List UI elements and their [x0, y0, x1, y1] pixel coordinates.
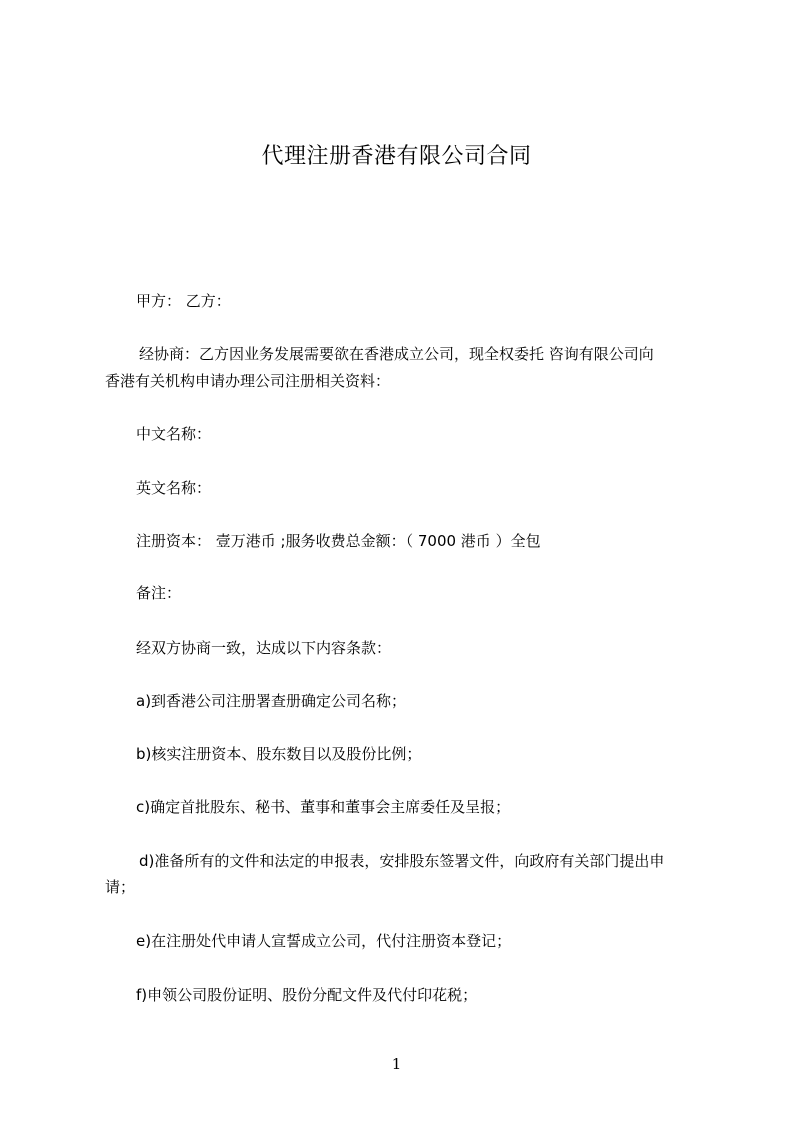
- consultation-paragraph-line1: 经协商：乙方因业务发展需要欲在香港成立公司，现全权委托 咨询有限公司向: [139, 345, 654, 363]
- page-title: 代理注册香港有限公司合同: [261, 144, 532, 169]
- clause-e: e)在注册处代申请人宣誓成立公司，代付注册资本登记；: [136, 932, 512, 950]
- registered-capital-line: 注册资本： 壹万港币 ;服务收费总金额：（ 7000 港币 ）全包: [136, 532, 541, 550]
- page-number: 1: [391, 1055, 402, 1073]
- clause-f: f)申领公司股份证明、股份分配文件及代付印花税；: [136, 986, 478, 1004]
- english-name-field: 英文名称：: [136, 479, 212, 497]
- clause-d-line2: 请；: [105, 878, 136, 896]
- remarks-field: 备注：: [136, 584, 182, 602]
- agreement-intro: 经双方协商一致，达成以下内容条款：: [136, 639, 392, 657]
- clause-a: a)到香港公司注册署查册确定公司名称；: [136, 692, 407, 710]
- parties-line: 甲方： 乙方：: [136, 292, 231, 310]
- chinese-name-field: 中文名称：: [136, 425, 212, 443]
- clause-c: c)确定首批股东、秘书、董事和董事会主席委任及呈报；: [136, 798, 511, 816]
- clause-d-line1: d)准备所有的文件和法定的申报表，安排股东签署文件，向政府有关部门提出申: [139, 852, 665, 870]
- consultation-paragraph-line2: 香港有关机构申请办理公司注册相关资料：: [105, 372, 391, 390]
- clause-b: b)核实注册资本、股东数目以及股份比例；: [136, 745, 422, 763]
